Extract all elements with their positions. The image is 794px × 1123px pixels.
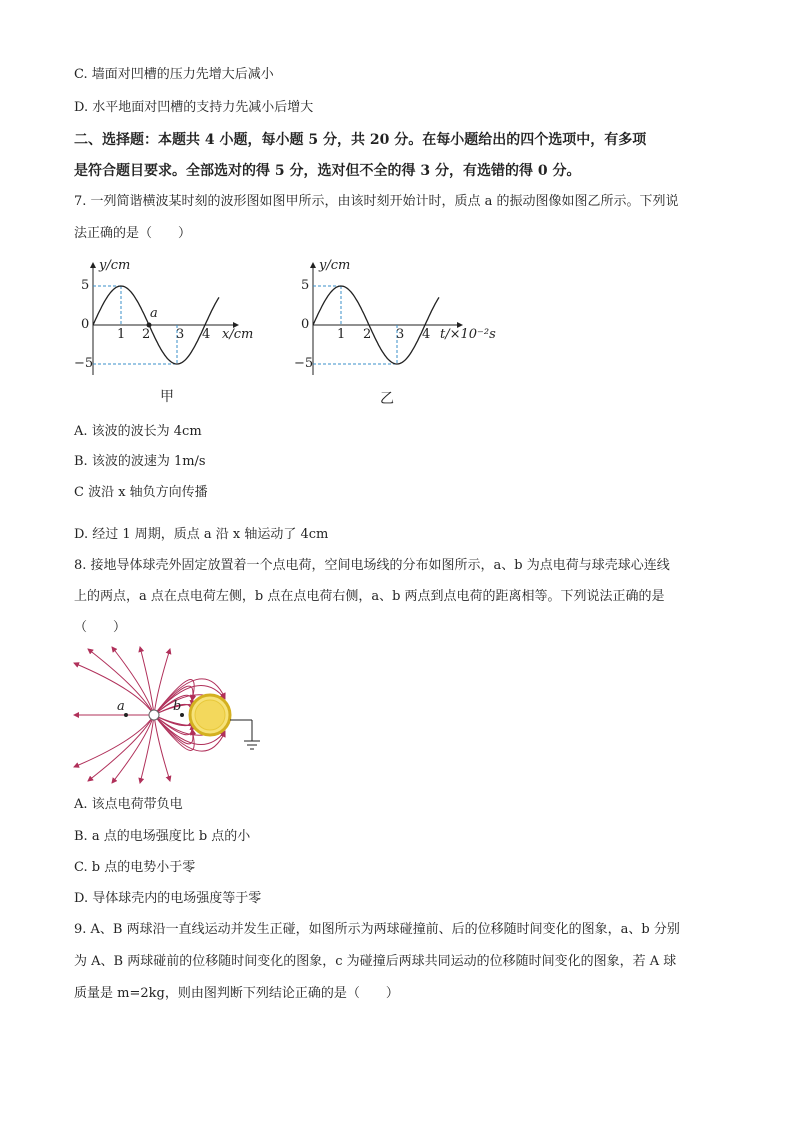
yi-tick-2: 2: [363, 327, 372, 342]
option-8c: C. b 点的电势小于零: [74, 860, 196, 875]
jia-caption: 甲: [160, 389, 174, 405]
option-c-prev: C. 墙面对凹槽的压力先增大后减小: [74, 67, 274, 82]
question-8-cont: 上的两点，a 点在点电荷左侧，b 点在点电荷右侧，a、b 两点到点电荷的距离相等。下列说法正确的是: [74, 589, 665, 604]
yi-y-top: 5: [301, 278, 310, 293]
jia-tick-3: 3: [176, 327, 185, 342]
yi-tick-1: 1: [337, 327, 346, 342]
question-9: 9. A、B 两球沿一直线运动并发生正碰，如图所示为两球碰撞前、后的位移随时间变化的图象，a、b 分别: [74, 922, 680, 937]
option-7c: C 波沿 x 轴负方向传播: [74, 485, 208, 500]
jia-y-bottom: −5: [74, 356, 94, 371]
field-label-b: b: [173, 699, 182, 714]
yi-caption: 乙: [380, 391, 394, 407]
jia-tick-1: 1: [117, 327, 126, 342]
yi-tick-4: 4: [422, 327, 431, 342]
question-8-paren: （ ）: [74, 620, 127, 635]
jia-tick-4: 4: [202, 327, 211, 342]
yi-xlabel: t/×10⁻²s: [440, 327, 496, 342]
yi-y-bottom: −5: [294, 356, 314, 371]
option-7a: A. 该波的波长为 4cm: [74, 424, 202, 439]
jia-y-zero: 0: [81, 317, 90, 332]
option-8a: A. 该点电荷带负电: [74, 797, 183, 812]
jia-tick-2: 2: [142, 327, 151, 342]
option-8b: B. a 点的电场强度比 b 点的小: [74, 829, 251, 844]
section-heading: 二、选择题：本题共 4 小题，每小题 5 分，共 20 分。在每小题给出的四个选项中，有多项: [74, 132, 647, 148]
question-9-cont2: 质量是 m=2kg，则由图判断下列结论正确的是（ ）: [74, 986, 399, 1001]
yi-ylabel: y/cm: [319, 258, 351, 273]
jia-xlabel: x/cm: [222, 327, 254, 342]
electric-field-figure: [70, 645, 270, 785]
option-d-prev: D. 水平地面对凹槽的支持力先减小后增大: [74, 100, 314, 115]
option-7d: D. 经过 1 周期，质点 a 沿 x 轴运动了 4cm: [74, 527, 329, 542]
question-7-cont: 法正确的是（ ）: [74, 226, 192, 241]
section-heading-cont: 是符合题目要求。全部选对的得 5 分，选对但不全的得 3 分，有选错的得 0 分。: [74, 163, 581, 179]
field-label-a: a: [117, 699, 125, 714]
jia-ylabel: y/cm: [99, 258, 131, 273]
yi-y-zero: 0: [301, 317, 310, 332]
option-8d: D. 导体球壳内的电场强度等于零: [74, 891, 262, 906]
point-charge: [149, 710, 159, 720]
question-7: 7. 一列简谐横波某时刻的波形图如图甲所示，由该时刻开始计时，质点 a 的振动图像如图乙所示。下列说: [74, 194, 679, 209]
question-8: 8. 接地导体球壳外固定放置着一个点电荷，空间电场线的分布如图所示，a、b 为点电荷与球壳球心连线: [74, 558, 670, 573]
jia-y-top: 5: [81, 278, 90, 293]
yi-tick-3: 3: [396, 327, 405, 342]
jia-point-label: a: [150, 306, 158, 321]
question-9-cont: 为 A、B 两球碰前的位移随时间变化的图象，c 为碰撞后两球共同运动的位移随时间变化的图象，若 A 球: [74, 954, 677, 969]
option-7b: B. 该波的波速为 1m/s: [74, 454, 206, 469]
